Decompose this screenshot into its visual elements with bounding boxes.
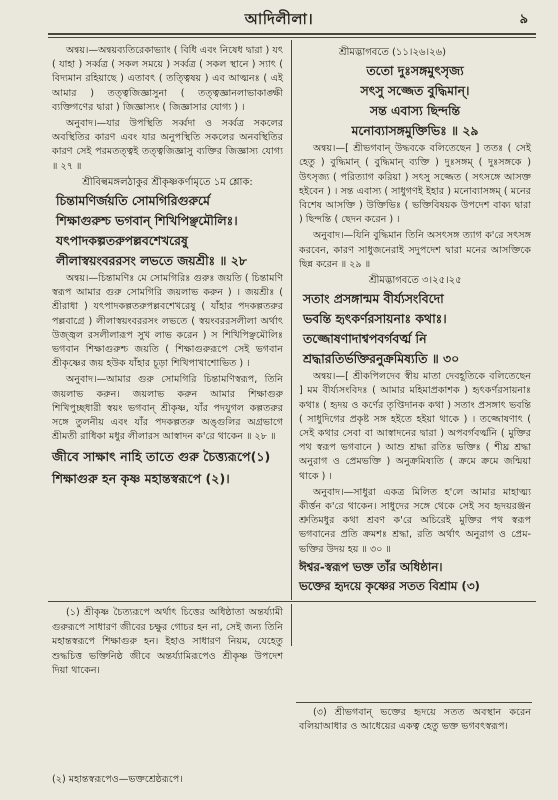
footnote-1 xyxy=(52,606,283,682)
verse-28-line-2: শিক্ষাগুরুশ্চ ভগবান্ শিখিপিঞ্ছমৌলিঃ। xyxy=(56,213,238,229)
verse-29-line-1: ততো দুঃসঙ্গমুৎসৃজ্য xyxy=(366,63,464,79)
footnote-rule xyxy=(48,601,536,602)
running-title: আদিলীলা। xyxy=(244,10,314,28)
column-divider xyxy=(291,40,292,600)
verse-30-line-1: সতাং প্রসঙ্গান্মম বীর্য্যসংবিদো xyxy=(303,291,444,307)
page-header xyxy=(0,6,558,32)
verse-28-line-1: চিন্তামণির্জয়তি সোমগিরিগুরুর্মে xyxy=(56,193,210,209)
verse-30-line-3: তজ্জোষণাদাশ্বপবর্গবর্ত্ম নি xyxy=(303,331,427,347)
verse-28-line-4: লীলাস্বয়ংবররসং লভতে জয়শ্রীঃ ॥ ২৮ xyxy=(56,253,247,269)
payar-line-1: জীবে সাক্ষাৎ নাহি তাতে গুরু চৈত্ত্যরূপে(১) xyxy=(52,449,271,465)
translation-28: অনুবাদ।—আমার গুরু সোমগিরি চিন্তামণিস্বরূপ, তিনি জয়লাভ করুন। জয়লাভ করুন আমার শিক্ষাগুরু শিখিপুচ্ছধারী স্বয়ং ভগবান্ শ্রীকৃষ্ণ, যাঁর পদযুগল কল্পতরুর সঙ্গে তুলনীয় এবং যাঁর পদকল্পতরু অঙ্গুলির অগ্রভাগে শ্রীমতী রাধিকা মধুর লীলারস আস্বাদন ক'রে থাকেন ॥ ২৮ ॥ xyxy=(52,374,283,443)
verse-29-line-3: সন্ত এবাস্য ছিন্দন্তি xyxy=(369,103,461,119)
anvaya-28: অন্বয়।—চিন্তামণিঃ মে সোমগিরিঃ গুরুঃ জয়তি ( চিন্তামণি স্বরূপ আমার গুরু সোমগিরি জয়লাভ করুন ) । জয়শ্রীঃ ( শ্রীরাধা ) যৎপাদকল্পতরুপল্লবশেখরেষু ( যাঁহার পদকল্পতরুর পল্লবাগ্রে ) লীলাস্বয়ংবররসং লভতে ( স্বয়ংবররসলীলা অর্থাৎ উজ্জ্বল রসলীলারূপ সুখ লাভ করেন ) স শিখিপিঞ্ছমৌলিঃ ভগবান শিক্ষাগুরুশ্চ জয়তি ( শিক্ষাগুরুরূপে সেই ভগবান শ্রীকৃষ্ণের জয় হউক যাঁহার চূড়া শিখিপাখাশোভিত ) । xyxy=(52,273,283,370)
footnote-3 xyxy=(299,706,531,737)
footnote-column-divider xyxy=(291,604,292,646)
footnote-1-text: (১) শ্রীকৃষ্ণ চৈত্যরূপে অর্থাৎ চিত্তের অধিষ্ঠাতা অন্তর্য্যামী গুরুরূপে সাধারণ জীবের চক্ষুর গোচর হন না, সেই জন্য তিনি মহান্তস্বরূপে শিক্ষাগুরু হন। ইহাও সাধারণ নিয়ম, যেহেতু শুদ্ধচিত্ত ভক্তিনিষ্ঠ জীবে অন্তর্য্যামিরূপেও শ্রীকৃষ্ণ উপদেশ দিয়া থাকেন। xyxy=(52,607,283,677)
footnote-2: (২) মহান্তস্বরূপেও—ভক্তশ্রেষ্ঠরূপে। xyxy=(52,774,183,785)
right-column xyxy=(299,44,531,595)
verse-source-28: শ্রীবিল্বমঙ্গলঠাকুর শ্রীকৃষ্ণকর্ণামৃতে ১ম শ্লোক: xyxy=(82,176,253,188)
anvaya-27: অন্বয়।—অন্বয়ব্যতিরেকাভ্যাং ( বিধি এবং নিষেধ দ্বারা ) যৎ ( যাহা ) সর্ব্বত্র ( সকল সময়ে ) সর্ব্বত্র ( সকল স্থানে ) স্যাৎ ( বিদ্যমান রহিয়াছে ) এতাবৎ ( তত্ত্বিষয় ) এব আত্মনঃ ( এই আমার ) তত্ত্বজিজ্ঞাসুনা ( তত্ত্বজ্ঞানলাভাকাঙ্ক্ষী ব্যক্তিগণের দ্বারা ) জিজ্ঞাস্যং ( জিজ্ঞাসার যোগ্য ) । xyxy=(52,45,283,113)
header-rule xyxy=(48,33,536,35)
verse-29-line-2: সৎসু সজ্জেত বুদ্ধিমান্। xyxy=(360,83,470,99)
payar-line-3: ঈশ্বর-স্বরূপ ভক্ত তাঁর অধিষ্ঠান। xyxy=(299,559,443,574)
verse-source-30: শ্রীমদ্ভাগবতে ৩।২৫।২৫ xyxy=(369,275,462,287)
left-column xyxy=(52,44,283,488)
translation-27: অনুবাদ।—যার উপস্থিতি সর্ব্বদা ও সর্ব্বত্র সকলের অবস্থিতির কারণ এবং যার অনুপস্থিতি সকলের অনবস্থিতির কারণ সেই পরমতত্ত্বই তত্ত্বজিজ্ঞাসু ব্যক্তির জিজ্ঞাস্য যোগ্য ॥ ২৭ ॥ xyxy=(52,118,283,172)
translation-29: অনুবাদ।—যিনি বুদ্ধিমান তিনি অসৎসঙ্গ ত্যাগ ক'রে সৎসঙ্গ করবেন, কারণ সাধুজনেরাই সদুপদেশ দ্বারা মনের আসক্তিকে ছিন্ন করেন ॥ ২৯ ॥ xyxy=(299,230,531,270)
translation-30: অনুবাদ।—সাধুরা একত্র মিলিত হ'লে আমার মাহাত্ম্য কীর্ত্তন ক'রে থাকেন। সাধুদের সঙ্গে থেকে সেই সব হৃদয়রঞ্জন শ্রুতিমধুর কথা শ্রবণ ক'রে অচিরেই মুক্তির পথ স্বরূপ ভগবানের প্রতি ক্রমশঃ শ্রদ্ধা, রতি অর্থাৎ অনুরাগ ও প্রেম-ভক্তির উদয় হয় ॥ ৩০ ॥ xyxy=(299,486,531,555)
payar-line-2: শিক্ষাগুরু হন কৃষ্ণ মহান্তস্বরূপে (২)। xyxy=(52,471,230,487)
footnote-3-rule xyxy=(296,702,532,703)
anvaya-29: অন্বয়।—[ শ্রীভগবান্ উদ্ধবকে বলিতেছেন ] ততঃ ( সেই হেতু ) বুদ্ধিমান্ ( বুদ্ধিমান্ ব্যক্তি ) দুঃসঙ্গম্ ( দুঃসঙ্গকে ) উৎসৃজ্য ( পরিত্যাগ করিয়া ) সৎসু সজ্জেত ( সৎসঙ্গে আসক্ত হইবেন ) । সন্ত এবাস্য ( সাধুগণই ইহার ) মনোব্যাসঙ্গম্ ( মনের বিশেষ আসক্তি ) উক্তিভিঃ ( ভক্তিবিষয়ক উপদেশ বাক্য দ্বারা ) ছিন্দন্তি ( ছেদন করেন ) । xyxy=(299,143,531,226)
verse-source-29: শ্রীমদ্ভাগবতে (১১।২৬।২৬) xyxy=(339,47,446,58)
footnote-3-text: (৩) শ্রীভগবান্ ভক্তের হৃদয়ে সতত অবস্থান করেন বলিয়াআধার ও আধেয়ের একত্ব হেতু ভক্ত ভগবৎস্বরূপ। xyxy=(299,707,531,732)
verse-30-line-2: ভবন্তি হৃৎকর্ণরসায়নাঃ কথাঃ। xyxy=(303,311,447,327)
anvaya-30: অন্বয়।—[ শ্রীকপিলদেব স্বীয় মাতা দেবহূতিকে বলিতেছেন ] মম বীর্য্যসংবিদঃ ( আমার মহিমাপ্রকাশক ) হৃৎকর্ণরসায়নাঃ কথাঃ ( হৃদয় ও কর্ণের তৃপ্তিদানক কথা ) সতাং প্রসঙ্গাৎ ভবন্তি ( সাধুদিগের প্রকৃষ্ট সঙ্গ হইতে হইয়া থাকে ) । তজ্জোষণাৎ ( সেই কথার সেবা বা আস্বাদনের দ্বারা ) অপবর্গবর্ত্মনি ( মুক্তির পথ স্বরূপ ভগবানে ) আশু শ্রদ্ধা রতিঃ ভক্তিঃ ( শীঘ্র শ্রদ্ধা অনুরাগ ও প্রেমভক্তি ) অনুক্রমিষ্যতি ( ক্রমে ক্রমে জন্মিয়া থাকে ) । xyxy=(299,371,531,482)
header-rule-thin xyxy=(48,37,536,38)
verse-30-line-4: শ্রদ্ধারতির্ভক্তিরনুক্রমিষ্যতি ॥ ৩০ xyxy=(303,351,460,367)
payar-line-4: ভক্তের হৃদয়ে কৃষ্ণের সতত বিশ্রাম (৩) xyxy=(299,578,480,593)
verse-28-line-3: যৎপাদকল্পতরুপল্লবশেখরেষু xyxy=(56,233,188,249)
page-number: ৯ xyxy=(519,12,528,27)
verse-29-line-4: মনোব্যাসঙ্গমুক্তিভিঃ ॥ ২৯ xyxy=(351,123,479,139)
